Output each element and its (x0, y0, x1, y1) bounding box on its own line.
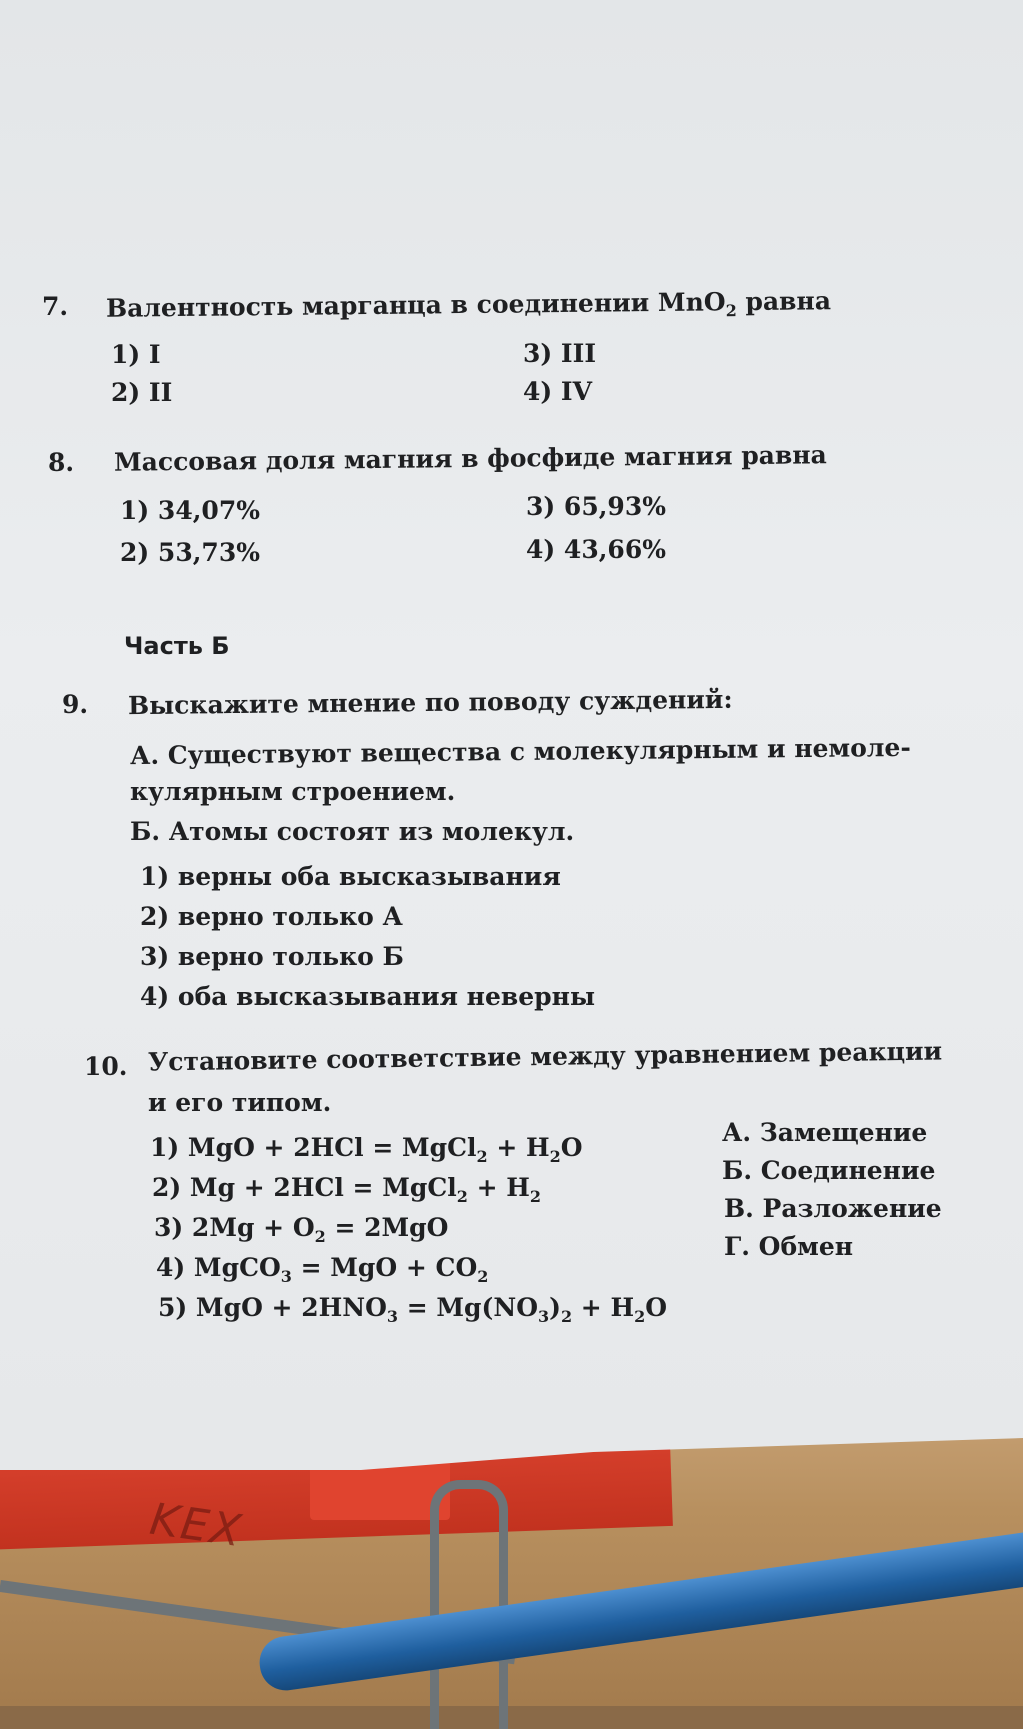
q9-statement-b: Б. Атомы состоят из молекул. (130, 817, 575, 846)
q10-type-a: А. Замещение (722, 1118, 928, 1147)
part-b-heading: Часть Б (124, 632, 230, 660)
q8-text: Массовая доля магния в фосфиде магния равна (113, 440, 827, 477)
q10-type-b: Б. Соединение (722, 1156, 936, 1185)
q8-option-4: 4) 43,66% (526, 535, 666, 564)
binder-clip (430, 1480, 508, 1729)
q7-option-1: 1) I (111, 340, 161, 369)
q10-equation-4: 4) MgCO$_3$ = MgO + $CO_2$ (156, 1253, 489, 1286)
q9-text: Выскажите мнение по поводу суждений: (127, 684, 733, 721)
q7-number: 7. (42, 292, 69, 321)
q8-option-2: 2) 53,73% (120, 538, 260, 567)
q7-option-3: 3) III (523, 339, 597, 368)
q10-number: 10. (84, 1052, 128, 1081)
q10-type-g: Г. Обмен (724, 1232, 854, 1261)
q10-text-line2: и его типом. (148, 1088, 332, 1117)
q9-option-1: 1) верны оба высказывания (140, 862, 561, 891)
q9-option-4: 4) оба высказывания неверны (140, 982, 596, 1011)
q10-equation-3: 3) $2Mg + O_2 = 2MgO$ (154, 1213, 449, 1246)
q7-option-2: 2) II (111, 378, 173, 407)
q9-option-3: 3) верно только Б (140, 942, 404, 971)
q8-option-1: 1) 34,07% (120, 496, 260, 525)
q10-equation-2: 2) Mg + 2HCl = MgCl$_2$ + $H_2$ (152, 1173, 542, 1206)
q10-equation-5: 5) MgO + $2HNO_3 = Mg(NO_3)_2 + H_2O$ (158, 1293, 667, 1326)
q9-statement-a-line1: А. Существуют вещества с молекулярным и немоле- (129, 732, 911, 771)
folder-handwriting: KEX (146, 1493, 246, 1558)
q8-number: 8. (48, 448, 75, 477)
q10-text-line1: Установите соответствие между уравнением реакции (147, 1036, 943, 1077)
q7-option-4: 4) IV (523, 377, 593, 406)
q9-number: 9. (62, 690, 89, 719)
q10-equation-1: 1) MgO + 2HCl = MgCl$_2$ + $H_2O$ (150, 1133, 583, 1166)
q9-statement-a-line2: кулярным строением. (130, 777, 456, 806)
q8-option-3: 3) 65,93% (526, 492, 666, 521)
q7-text: Валентность марганца в соединении MnO$_2$ равна (105, 286, 832, 323)
q10-type-v: В. Разложение (724, 1194, 942, 1223)
q9-option-2: 2) верно только А (140, 902, 403, 931)
